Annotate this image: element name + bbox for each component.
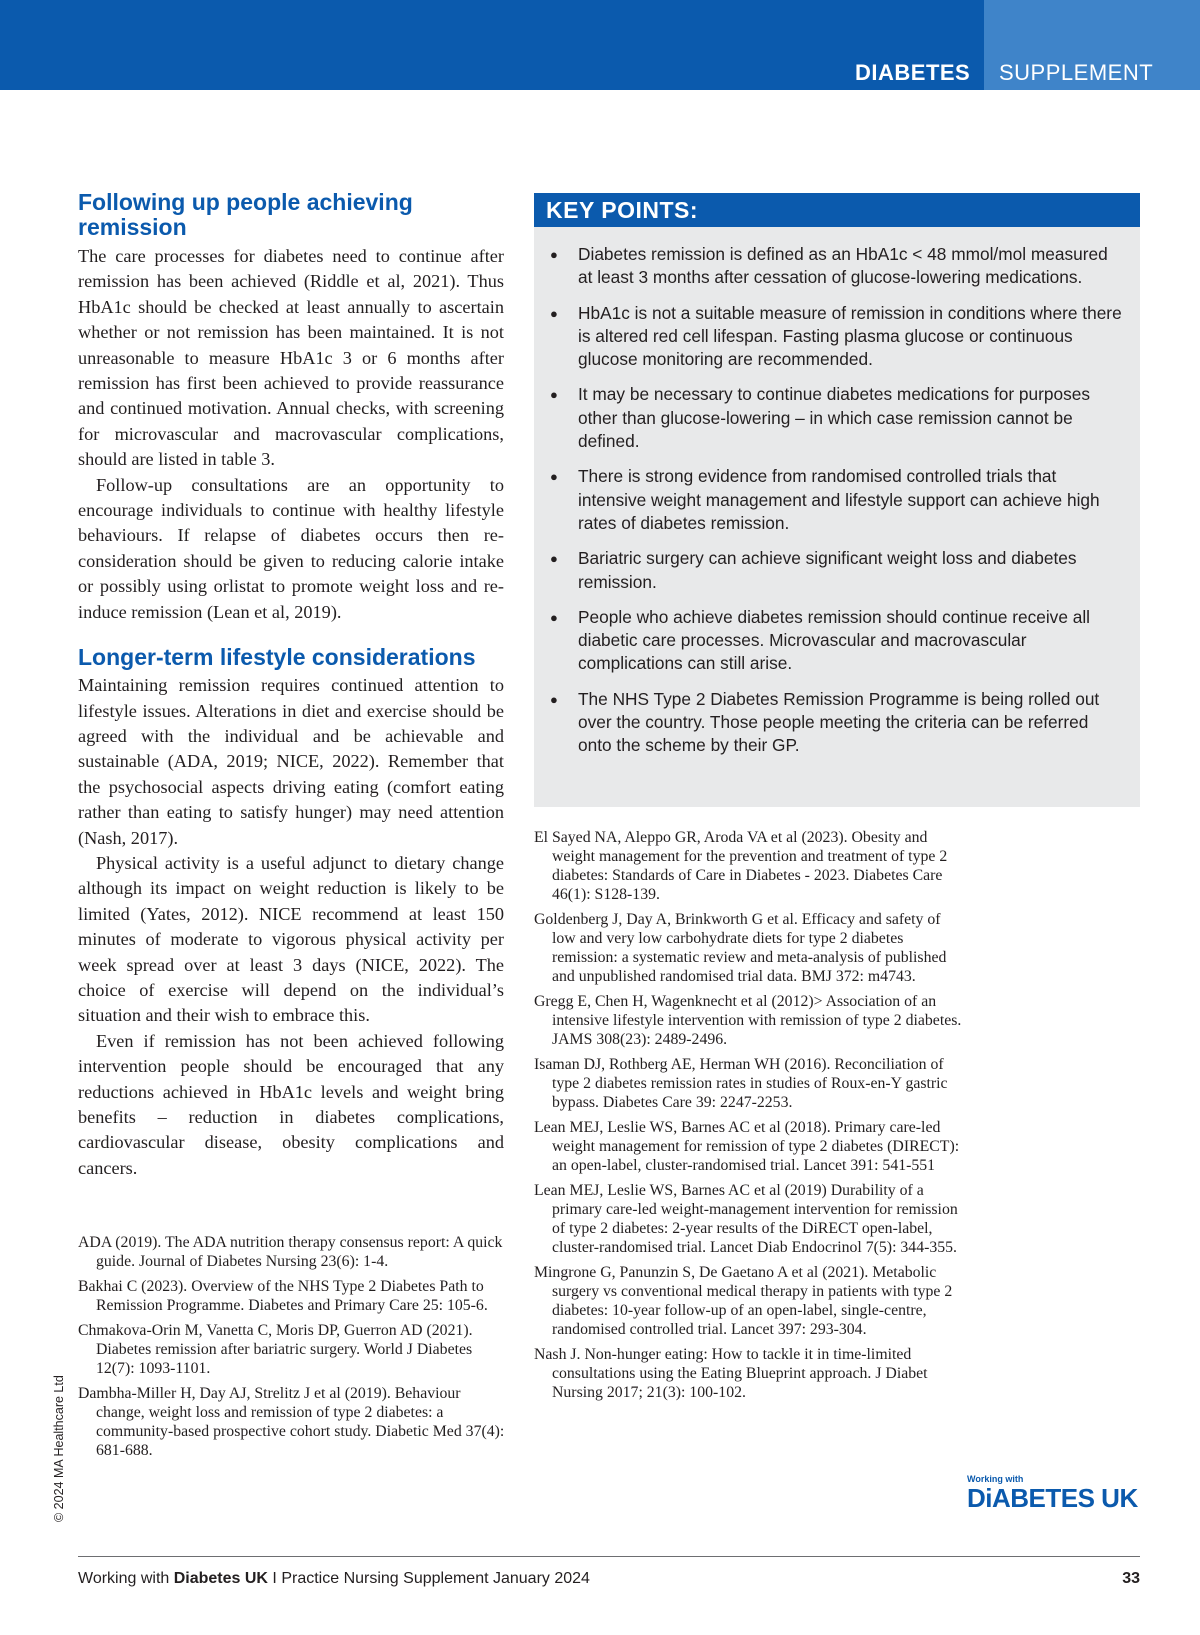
header-band [0, 0, 984, 90]
key-point-item: ● There is strong evidence from randomised controlled trials that intensive weight management and lifestyle support can achieve high rates of diabetes remission. [548, 465, 1126, 535]
footer-prefix: Working with [78, 1570, 174, 1587]
section-title-lifestyle: Longer-term lifestyle considerations [78, 644, 476, 671]
header-subtitle: SUPPLEMENT [999, 60, 1154, 85]
reference-item: Nash J. Non-hunger eating: How to tackle it in time-limited consultations using the Eating Blueprint approach. J Diabet Nursing 2017; 21(3): 100-102. [534, 1346, 928, 1401]
key-point-item: ● Diabetes remission is defined as an HbA1c < 48 mmol/mol measured at least 3 months after cessation of glucose-lowering medications. [548, 243, 1126, 290]
reference-item: Mingrone G, Panunzin S, De Gaetano A et al (2021). Metabolic surgery vs conventional medical therapy in patients with type 2 diabetes: 10-year follow-up of an open-label, single-centre, randomised controlled trial. Lancet 397: 293-304. [534, 1264, 953, 1338]
paragraph: Even if remission has not been achieved following intervention people should be encouraged that any reductions achieved in HbA1c levels and weight bring benefits – reduction in diabetes complications, cardiovascular disease, obesity complications and cancers. [78, 1030, 504, 1178]
reference-item: Bakhai C (2023). Overview of the NHS Type 2 Diabetes Path to Remission Programme. Diabetes and Primary Care 25: 105-6. [78, 1278, 488, 1314]
section-title-follow-up: Following up people achieving remission [78, 189, 413, 240]
page-number: 33 [1122, 1570, 1140, 1587]
reference-item: Lean MEJ, Leslie WS, Barnes AC et al (2018). Primary care-led weight management for remission of type 2 diabetes (DIRECT): an open-label, cluster-randomised trial. Lancet 391: 541-551 [534, 1119, 960, 1174]
reference-item: ADA (2019). The ADA nutrition therapy consensus report: A quick guide. Journal of Diabetes Nursing 23(6): 1-4. [78, 1234, 503, 1270]
reference-item: Goldenberg J, Day A, Brinkworth G et al. Efficacy and safety of low and very low carbohydrate diets for type 2 diabetes remission: a systematic review and meta-analysis of published and unpublished randomised trial data. BMJ 372: m4743. [534, 911, 947, 985]
key-point-item: ● People who achieve diabetes remission should continue receive all diabetic care processes. Microvascular and macrovascular complications can still arise. [548, 606, 1126, 676]
key-point-item: ● The NHS Type 2 Diabetes Remission Programme is being rolled out over the country. Those people meeting the criteria can be referred onto the scheme by their GP. [548, 688, 1126, 758]
paragraph: Maintaining remission requires continued attention to lifestyle issues. Alterations in diet and exercise should be agreed with the individual and be achievable and sustainable (ADA, 2019; NICE, 2022). Remember that the psychosocial aspects driving eating (comfort eating rather than eating to satisfy hunger) may need attention (Nash, 2017). [78, 675, 504, 848]
footer-divider [78, 1556, 1140, 1557]
key-points-list [534, 227, 1140, 758]
references-left [78, 1233, 508, 1466]
paragraph: The care processes for diabetes need to continue after remission has been achieved (Riddle et al, 2021). Thus HbA1c should be checked at least annually to ascertain whether or not remission has been maintained. It is not unreasonable to measure HbA1c 3 or 6 months after remission has first been achieved to provide reassurance and continued motivation. Annual checks, with screening for microvascular and macrovascular complications, should are listed in table 3. [78, 246, 504, 470]
header-title: DIABETES [855, 60, 971, 85]
reference-item: Isaman DJ, Rothberg AE, Herman WH (2016). Reconciliation of type 2 diabetes remission rates in studies of Roux-en-Y gastric bypass. Diabetes Care 39: 2247-2253. [534, 1056, 948, 1111]
key-point-item: ● It may be necessary to continue diabetes medications for purposes other than glucose-lowering – in which case remission cannot be defined. [548, 383, 1126, 453]
reference-item: Gregg E, Chen H, Wagenknecht et al (2012)> Association of an intensive lifestyle intervention with remission of type 2 diabetes. JAMS 308(23): 2489-2496. [534, 993, 962, 1048]
copyright: © 2024 MA Healthcare Ltd [52, 1375, 66, 1522]
references-right [534, 828, 964, 1408]
key-point-item: ● HbA1c is not a suitable measure of remission in conditions where there is altered red cell lifespan. Fasting plasma glucose or continuous glucose monitoring are recommended. [548, 302, 1126, 372]
reference-item: Lean MEJ, Leslie WS, Barnes AC et al (2019) Durability of a primary care-led weight-management intervention for remission of type 2 diabetes: 2-year results of the DiRECT open-label, cluster-randomised trial. Lancet Diab Endocrinol 7(5): 344-355. [534, 1182, 958, 1256]
footer-rest: I Practice Nursing Supplement January 2024 [267, 1570, 590, 1587]
left-column [78, 190, 504, 1181]
reference-item: Chmakova-Orin M, Vanetta C, Moris DP, Guerron AD (2021). Diabetes remission after bariatric surgery. World J Diabetes 12(7): 1093-1101. [78, 1322, 473, 1377]
logo-main-text: DiABETES UK [967, 1483, 1138, 1513]
footer-brand: Diabetes UK [173, 1570, 268, 1587]
key-points-box [534, 193, 1140, 807]
key-point-item: ● Bariatric surgery can achieve significant weight loss and diabetes remission. [548, 547, 1126, 594]
logo-small-text: Working with [967, 1474, 1024, 1484]
paragraph: Physical activity is a useful adjunct to dietary change although its impact on weight reduction is likely to be limited (Yates, 2012). NICE recommend at least 150 minutes of moderate to vigorous physical activity per week spread over at least 3 days (NICE, 2022). The choice of exercise will depend on the individual’s situation and their wish to embrace this. [78, 852, 504, 1026]
footer-text [78, 1570, 590, 1588]
reference-item: Dambha-Miller H, Day AJ, Strelitz J et al (2019). Behaviour change, weight loss and remission of type 2 diabetes: a community-based prospective cohort study. Diabetic Med 37(4): 681-688. [78, 1385, 505, 1459]
diabetes-uk-logo [967, 1474, 1142, 1512]
reference-item: El Sayed NA, Aleppo GR, Aroda VA et al (2023). Obesity and weight management for the prevention and treatment of type 2 diabetes: Standards of Care in Diabetes - 2023. Diabetes Care 46(1): S128-139. [534, 829, 948, 903]
paragraph: Follow-up consultations are an opportunity to encourage individuals to continue with healthy lifestyle behaviours. If relapse of diabetes occurs then re-consideration should be given to reducing calorie intake or possibly using orlistat to promote weight loss and re-induce remission (Lean et al, 2019). [78, 474, 504, 622]
key-points-title: KEY POINTS: [534, 193, 1140, 227]
